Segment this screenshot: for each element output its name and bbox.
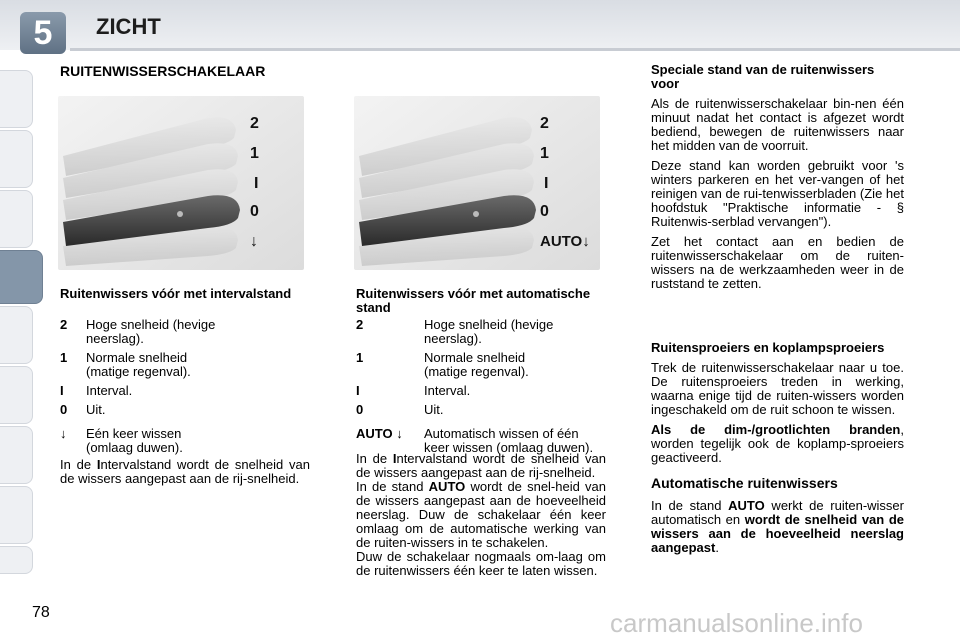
col2-list xyxy=(356,318,606,455)
col3-washers xyxy=(651,341,904,555)
text-run-bold: I xyxy=(392,451,397,466)
fig-label-interval: I xyxy=(544,175,549,192)
list-item xyxy=(60,427,310,455)
text-run-bold: AUTO xyxy=(728,498,765,513)
list-item xyxy=(356,318,606,346)
list-item xyxy=(60,351,310,379)
side-tab-active[interactable] xyxy=(0,250,43,304)
col3-p2: Deze stand kan worden gebruikt voor 's winters parkeren en het ver-vangen of het reinigen van de rui-tenwisserbladen (Zie het hoofdstuk "Praktische informatie - § Ruitenwis-serblad vervangen"). xyxy=(651,158,904,229)
wiper-stalk-figure-auto xyxy=(354,96,600,270)
col3 xyxy=(651,63,904,291)
fig-label-2: 2 xyxy=(540,115,549,132)
text-run: , worden tegelijk ook de koplamp-sproeiers geactiveerd. xyxy=(651,422,904,465)
col3-p5 xyxy=(651,423,904,465)
list-item xyxy=(356,351,606,379)
col1-paragraph xyxy=(60,458,310,486)
side-tab-1[interactable] xyxy=(0,70,33,128)
list-item xyxy=(356,384,606,398)
list-item xyxy=(356,403,606,417)
item-text: Automatisch wissen of één keer wissen (omlaag duwen). xyxy=(424,426,594,455)
fig-label-auto: AUTO↓ xyxy=(540,233,590,250)
side-tab-3[interactable] xyxy=(0,190,33,248)
fig-label-1: 1 xyxy=(250,145,259,162)
item-text: Interval. xyxy=(424,383,471,398)
list-item xyxy=(60,403,310,417)
item-text: Hoge snelheid (hevige neerslag). xyxy=(424,317,554,346)
item-text: Hoge snelheid (hevige neerslag). xyxy=(86,317,216,346)
col1-heading: Ruitenwissers vóór met intervalstand xyxy=(60,286,292,301)
col3-heading-1: Speciale stand van de ruitenwissers voor xyxy=(651,62,875,91)
text-run: werkt de ruiten-wisser automatisch en xyxy=(651,498,904,527)
section-title: RUITENWISSERSCHAKELAAR xyxy=(60,63,266,79)
text-run-bold: AUTO xyxy=(428,479,466,494)
watermark: carmanualsonline.info xyxy=(610,608,863,638)
item-text: Uit. xyxy=(86,402,106,417)
col3-p3: Zet het contact aan en bedien de ruitenwisserschakelaar om de ruiten-wissers na de werkzaamheden weer in de ruststand te zetten. xyxy=(651,234,904,291)
fig-label-interval: I xyxy=(254,175,259,192)
text-run-bold: Als de dim-/grootlichten branden xyxy=(651,422,901,437)
item-key: I xyxy=(356,383,360,398)
item-key: 0 xyxy=(60,402,68,417)
col1-list xyxy=(60,318,310,455)
arrow-down-icon: ↓ xyxy=(60,426,67,441)
fig-label-1: 1 xyxy=(540,145,549,162)
item-key: 0 xyxy=(356,402,364,417)
col2-paragraphs xyxy=(356,452,606,578)
item-key: 2 xyxy=(60,317,68,332)
fig-label-down: ↓ xyxy=(250,233,258,250)
text-run: In de stand xyxy=(651,498,729,513)
wiper-stalk-figure-interval xyxy=(58,96,304,270)
paragraph xyxy=(356,480,606,550)
side-tab-8[interactable] xyxy=(0,486,33,544)
text-run: wordt de snel-heid van de wissers aangepast aan de hoeveelheid neerslag. Duw de schakelaar één keer omlaag om de automatische werking van de ruiten-wissers in te schakelen. xyxy=(356,479,606,550)
item-key: AUTO ↓ xyxy=(356,426,403,441)
col3-heading-3: Automatische ruitenwissers xyxy=(651,475,838,491)
paragraph: Duw de schakelaar nogmaals om-laag om de ruitenwissers één keer te laten wissen. xyxy=(356,549,606,578)
text-run: ntervalstand wordt de snelheid van de wissers aangepast aan de rij-snelheid. xyxy=(356,451,606,480)
fig-label-0: 0 xyxy=(250,203,259,220)
text-run-bold: wordt de snelheid van de wissers aan de hoeveelheid neerslag aangepast xyxy=(651,512,904,555)
item-key: 2 xyxy=(356,317,364,332)
text-run: In de stand xyxy=(356,479,429,494)
item-key: 1 xyxy=(60,350,68,365)
col3-p6 xyxy=(651,499,904,555)
col3-p4: Trek de ruitenwisserschakelaar naar u toe. De ruitensproeiers treden in werking, waarna enige tijd de ruiten-wissers worden ingeschakeld om de ruit schoon te wissen. xyxy=(651,360,904,417)
item-text: Eén keer wissen (omlaag duwen). xyxy=(86,426,183,455)
chapter-title: ZICHT xyxy=(96,14,161,39)
col2-heading: Ruitenwissers vóór met automatische stand xyxy=(356,286,591,315)
item-text: Normale snelheid (matige regenval). xyxy=(424,350,529,379)
side-tab-5[interactable] xyxy=(0,306,33,364)
item-text: Uit. xyxy=(424,402,444,417)
fig-label-2: 2 xyxy=(250,115,259,132)
col3-heading-2: Ruitensproeiers en koplampsproeiers xyxy=(651,340,885,355)
text-run: . xyxy=(715,540,719,555)
side-tab-6[interactable] xyxy=(0,366,33,424)
text-run: ntervalstand wordt de snelheid van de wissers aangepast aan de rij-snelheid. xyxy=(60,457,310,486)
text-run-bold: I xyxy=(96,457,101,472)
item-text: Interval. xyxy=(86,383,133,398)
header-rule xyxy=(70,48,960,51)
col3-p1: Als de ruitenwisserschakelaar bin-nen één minuut nadat het contact is afgezet wordt bediend, bewegen de ruitenwissers naar het midden van de voorruit. xyxy=(651,96,904,153)
text-run: In de xyxy=(356,451,393,466)
side-tab-2[interactable] xyxy=(0,130,33,188)
list-item xyxy=(60,384,310,398)
chapter-number: 5 xyxy=(20,12,66,54)
fig-label-0: 0 xyxy=(540,203,549,220)
text-run: In de xyxy=(60,457,97,472)
side-tab-7[interactable] xyxy=(0,426,33,484)
side-tab-9[interactable] xyxy=(0,546,33,574)
paragraph xyxy=(356,452,606,480)
item-key: 1 xyxy=(356,350,364,365)
list-item xyxy=(60,318,310,346)
page-number: 78 xyxy=(32,604,50,621)
item-text: Normale snelheid (matige regenval). xyxy=(86,350,191,379)
item-key: I xyxy=(60,383,64,398)
